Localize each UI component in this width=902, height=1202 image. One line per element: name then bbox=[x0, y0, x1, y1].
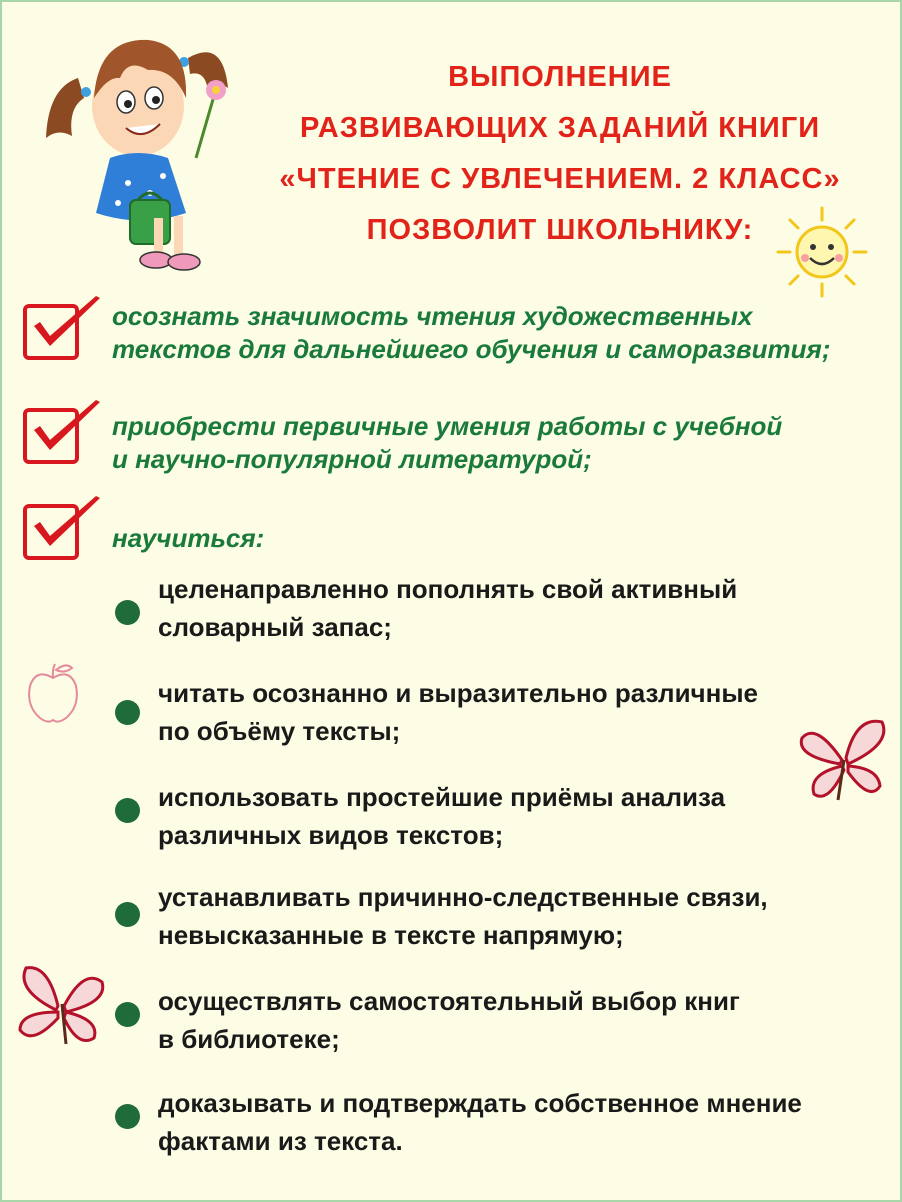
apple-icon bbox=[22, 662, 84, 726]
girl-illustration bbox=[38, 18, 238, 280]
skill-line: доказывать и подтверждать собственное мнение bbox=[158, 1088, 802, 1118]
skill-item bbox=[158, 570, 737, 646]
goal-item bbox=[112, 522, 264, 555]
skill-item bbox=[158, 778, 725, 854]
bullet-icon bbox=[115, 798, 140, 823]
title-line-1: ВЫПОЛНЕНИЕ bbox=[448, 61, 672, 93]
skill-line: словарный запас; bbox=[158, 612, 392, 642]
title-line-2: РАЗВИВАЮЩИХ ЗАДАНИЙ КНИГИ bbox=[299, 112, 821, 144]
skill-line: читать осознанно и выразительно различные bbox=[158, 678, 759, 708]
skill-line: целенаправленно пополнять свой активный bbox=[158, 574, 738, 604]
goal-line: текстов для дальнейшего обучения и саморазвития; bbox=[112, 334, 831, 364]
goal-item bbox=[112, 410, 782, 476]
skill-line: невысказанные в тексте напрямую; bbox=[158, 920, 624, 950]
sun-icon bbox=[772, 204, 872, 300]
goal-line: приобрести первичные умения работы с учебной bbox=[112, 411, 783, 441]
skill-line: фактами из текста. bbox=[158, 1126, 403, 1156]
bullet-icon bbox=[115, 1002, 140, 1027]
checkbox-check-icon bbox=[22, 400, 104, 466]
goal-line: научиться: bbox=[112, 523, 265, 553]
goal-line: осознать значимость чтения художественных bbox=[112, 301, 753, 331]
bullet-icon bbox=[115, 1104, 140, 1129]
bullet-icon bbox=[115, 700, 140, 725]
butterfly-icon bbox=[14, 960, 110, 1052]
skill-line: в библиотеке; bbox=[158, 1024, 340, 1054]
skill-item bbox=[158, 878, 768, 954]
skill-line: по объёму тексты; bbox=[158, 716, 401, 746]
skill-item bbox=[158, 1084, 802, 1160]
checkbox-check-icon bbox=[22, 296, 104, 362]
title-line-4: ПОЗВОЛИТ ШКОЛЬНИКУ: bbox=[366, 214, 754, 246]
skill-line: осуществлять самостоятельный выбор книг bbox=[158, 986, 740, 1016]
butterfly-icon bbox=[796, 712, 892, 808]
checkbox-check-icon bbox=[22, 496, 104, 562]
bullet-icon bbox=[115, 600, 140, 625]
goal-item bbox=[112, 300, 831, 366]
title-line-3: «ЧТЕНИЕ С УВЛЕЧЕНИЕМ. 2 КЛАСС» bbox=[279, 163, 841, 195]
bullet-icon bbox=[115, 902, 140, 927]
skill-line: устанавливать причинно-следственные связи, bbox=[158, 882, 768, 912]
skill-line: использовать простейшие приёмы анализа bbox=[158, 782, 726, 812]
skill-line: различных видов текстов; bbox=[158, 820, 504, 850]
skill-item bbox=[158, 982, 740, 1058]
goal-line: и научно-популярной литературой; bbox=[112, 444, 592, 474]
skill-item bbox=[158, 674, 758, 750]
